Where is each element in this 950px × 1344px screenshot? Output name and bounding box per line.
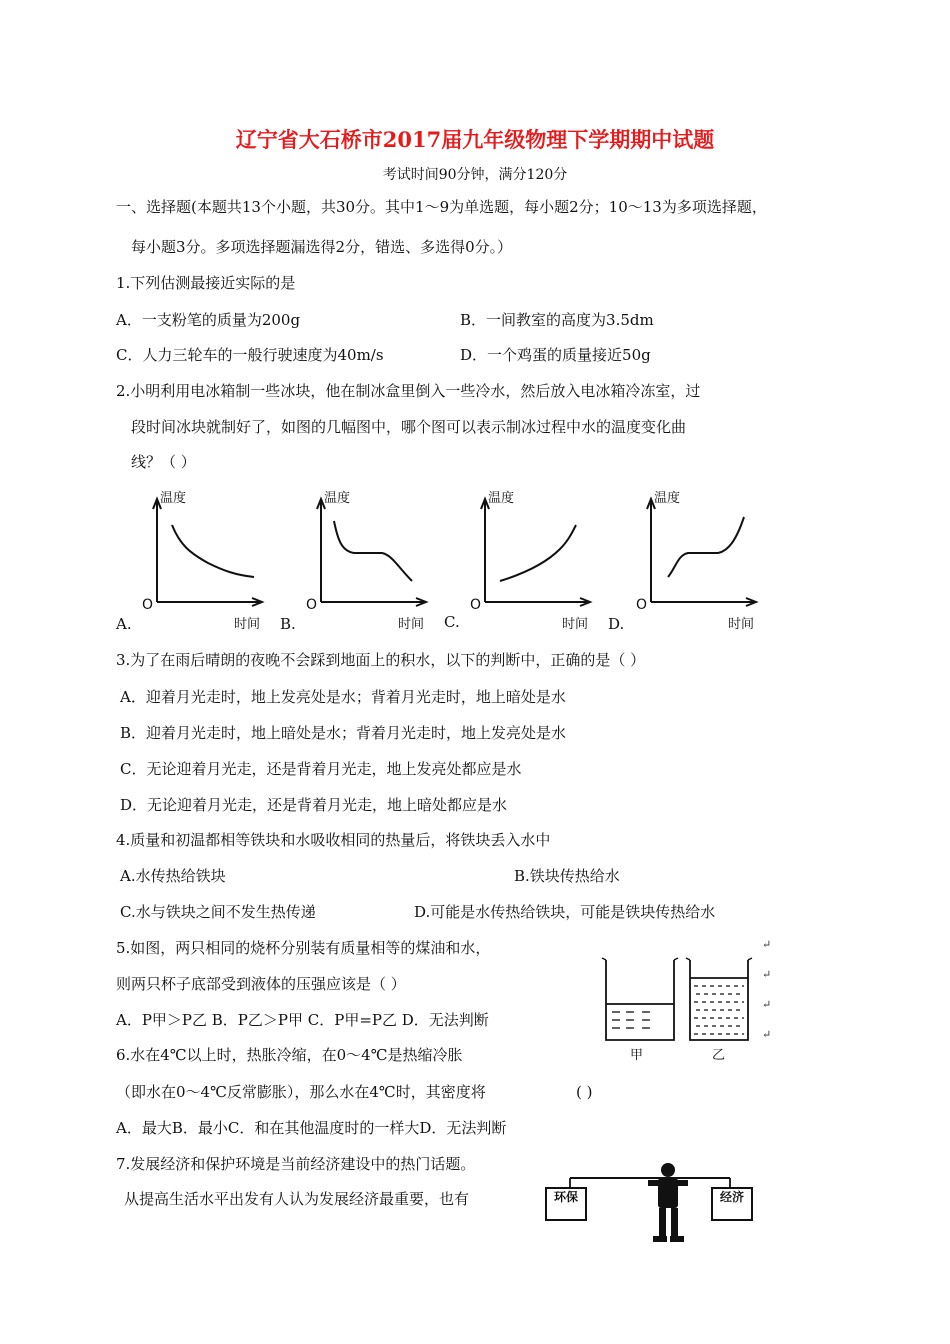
graph-b	[302, 485, 442, 635]
environment-box-label: 环保	[553, 1190, 578, 1204]
graph-a-origin: O	[142, 597, 154, 613]
section-heading-line1: 一、选择题(本题共13个小题，共30分。其中1～9为单选题，每小题2分；10～13为多项选择题，	[116, 198, 767, 216]
graph-b-origin: O	[306, 597, 318, 613]
return-mark-1: ↵	[762, 938, 772, 951]
return-mark-3: ↵	[762, 998, 772, 1011]
beaker-right-label: 乙	[712, 1048, 726, 1063]
graph-c	[466, 485, 606, 635]
graph-d-ylabel: 温度	[654, 491, 681, 506]
return-mark-2: ↵	[762, 968, 772, 981]
graph-a-xlabel: 时间	[234, 617, 261, 632]
q6-options: A．最大B．最小C．和在其他温度时的一样大D．无法判断	[116, 1119, 507, 1137]
beakers-figure	[598, 948, 778, 1068]
q1-option-c: C．人力三轮车的一般行驶速度为40m/s	[116, 346, 384, 364]
q1-stem: 1.下列估测最接近实际的是	[116, 274, 296, 292]
graph-b-curve	[334, 521, 412, 581]
beaker-left-label: 甲	[630, 1048, 644, 1063]
q6-stem-line2: （即水在0～4℃反常膨胀），那么水在4℃时，其密度将	[116, 1083, 486, 1101]
exam-info: 考试时间90分钟，满分120分	[382, 167, 568, 183]
graph-c-ylabel: 温度	[488, 491, 515, 506]
graph-b-option: B.	[280, 615, 296, 633]
graph-c-origin: O	[470, 597, 482, 613]
graph-a-option: A.	[116, 615, 132, 633]
graph-d	[632, 485, 772, 635]
page-title: 辽宁省大石桥市2017届九年级物理下学期期中试题	[235, 127, 715, 152]
graph-a	[138, 485, 278, 635]
section-heading-line2: 每小题3分。多项选择题漏选得2分，错选、多选得0分。）	[131, 238, 513, 256]
q1-option-a: A．一支粉笔的质量为200g	[116, 311, 301, 329]
q6-stem-line1: 6.水在4℃以上时，热胀冷缩，在0～4℃是热缩冷胀	[116, 1046, 463, 1064]
q3-option-c: C．无论迎着月光走，还是背着月光走，地上发亮处都应是水	[120, 760, 522, 778]
graph-c-curve	[500, 525, 576, 581]
q3-option-d: D．无论迎着月光走，还是背着月光走，地上暗处都应是水	[120, 796, 508, 814]
q5-options: A．P甲＞P乙 B．P乙＞P甲 C．P甲=P乙 D．无法判断	[116, 1011, 489, 1029]
q7-stem-line2: 从提高生活水平出发有人认为发展经济最重要，也有	[124, 1190, 470, 1208]
graph-b-xlabel: 时间	[398, 617, 425, 632]
q4-option-c: C.水与铁块之间不发生热传递	[120, 903, 316, 921]
q2-stem-line3: 线？（ ）	[131, 453, 196, 471]
graph-c-xlabel: 时间	[562, 617, 589, 632]
q6-answer-blank: ( )	[576, 1083, 593, 1101]
q5-stem-line1: 5.如图，两只相同的烧杯分别装有质量相等的煤油和水，	[116, 939, 491, 957]
q3-option-b: B．迎着月光走时，地上暗处是水；背着月光走时，地上发亮处是水	[120, 724, 567, 742]
economy-box-label: 经济	[719, 1190, 744, 1204]
graph-a-curve	[172, 525, 254, 577]
return-mark-4: ↵	[762, 1028, 772, 1041]
q2-stem-line1: 2.小明利用电冰箱制一些冰块，他在制冰盒里倒入一些冷水，然后放入电冰箱冷冻室，过	[116, 382, 701, 400]
q2-stem-line2: 段时间冰块就制好了，如图的几幅图中，哪个图可以表示制冰过程中水的温度变化曲	[131, 418, 687, 436]
q4-option-d: D.可能是水传热给铁块，可能是铁块传热给水	[414, 903, 716, 921]
q4-option-a: A.水传热给铁块	[120, 867, 226, 885]
q3-option-a: A．迎着月光走时，地上发亮处是水；背着月光走时，地上暗处是水	[120, 688, 566, 706]
q1-option-b: B．一间教室的高度为3.5dm	[460, 311, 654, 329]
q1-option-d: D．一个鸡蛋的质量接近50g	[460, 346, 651, 364]
q3-stem: 3.为了在雨后晴朗的夜晚不会踩到地面上的积水，以下的判断中，正确的是（ ）	[116, 651, 646, 669]
graph-d-origin: O	[636, 597, 648, 613]
q5-stem-line2: 则两只杯子底部受到液体的压强应该是（ ）	[116, 975, 406, 993]
person-figure	[648, 1163, 688, 1242]
graph-a-ylabel: 温度	[160, 491, 187, 506]
graph-d-xlabel: 时间	[728, 617, 755, 632]
balance-figure	[540, 1158, 760, 1248]
graph-d-curve	[668, 517, 744, 577]
q7-stem-line1: 7.发展经济和保护环境是当前经济建设中的热门话题。	[116, 1155, 476, 1173]
q4-option-b: B.铁块传热给水	[514, 867, 620, 885]
q4-stem: 4.质量和初温都相等铁块和水吸收相同的热量后，将铁块丢入水中	[116, 831, 551, 849]
graph-d-option: D.	[608, 615, 625, 633]
graph-c-option: C.	[444, 613, 460, 631]
graph-b-ylabel: 温度	[324, 491, 351, 506]
